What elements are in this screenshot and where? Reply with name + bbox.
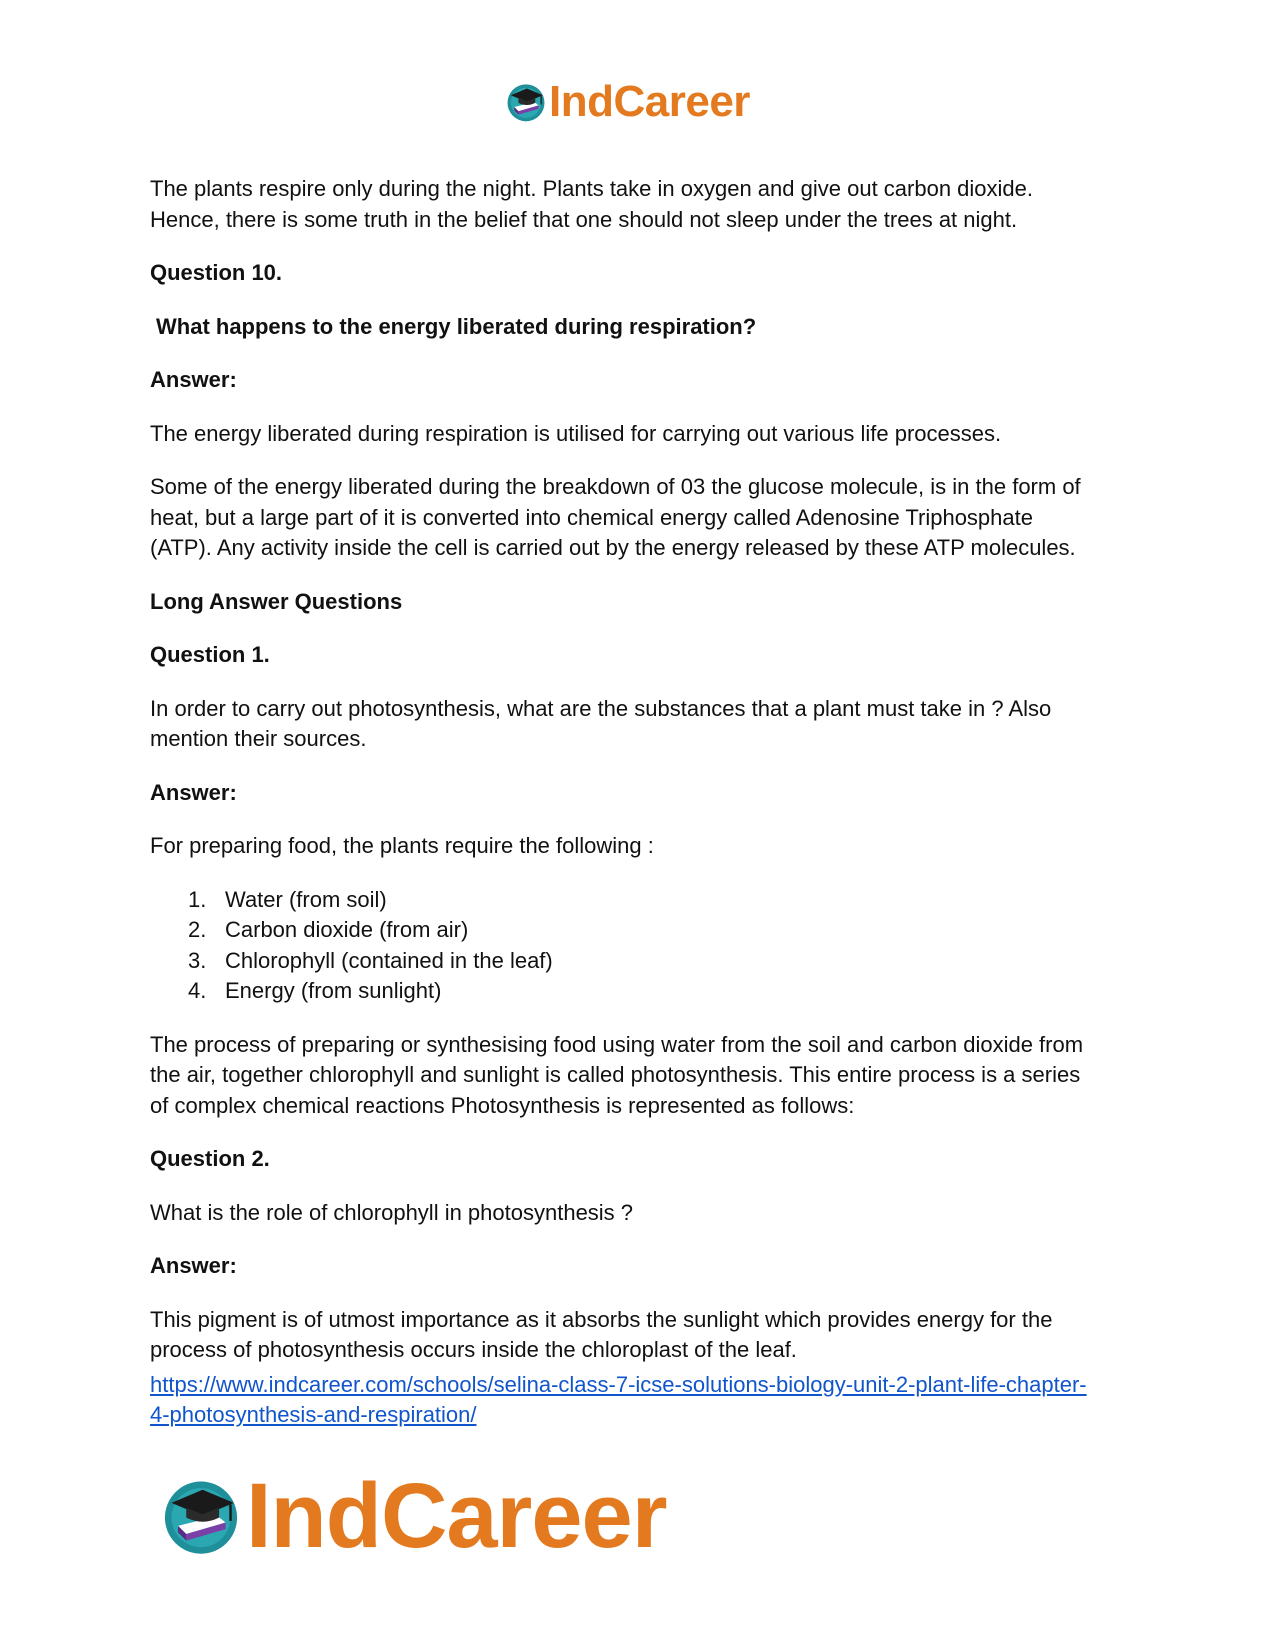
footer-logo bbox=[160, 1465, 667, 1567]
list-text: Energy (from sunlight) bbox=[225, 978, 442, 1003]
answer-line: heat, but a large part of it is converted into chemical energy called Adenosine Triphosphate bbox=[150, 504, 1033, 530]
question-10-label: Question 10. bbox=[150, 260, 283, 285]
intro-line: The plants respire only during the night. Plants take in oxygen and give out carbon dioxide. bbox=[150, 176, 1033, 201]
graduation-cap-book-icon bbox=[505, 81, 547, 123]
source-link-line: 4-photosynthesis-and-respiration/ bbox=[150, 1402, 477, 1427]
answer-label: Answer: bbox=[150, 367, 237, 392]
list-text: Water (from soil) bbox=[225, 886, 387, 912]
list-item bbox=[188, 885, 1130, 916]
list-number: 3. bbox=[188, 947, 207, 973]
document-body bbox=[150, 174, 1130, 1431]
list-text: Carbon dioxide (from air) bbox=[225, 917, 469, 942]
answer-label: Answer: bbox=[150, 1253, 237, 1278]
brand-name: IndCareer bbox=[246, 1465, 667, 1567]
intro-line: Hence, there is some truth in the belief that one should not sleep under the trees at night. bbox=[150, 206, 1018, 232]
list-number: 2. bbox=[188, 917, 207, 942]
section-heading: Long Answer Questions bbox=[150, 588, 403, 614]
graduation-cap-book-icon bbox=[160, 1475, 242, 1557]
list-text: Chlorophyll (contained in the leaf) bbox=[225, 947, 553, 973]
source-link-line: https://www.indcareer.com/schools/selina-class-7-icse-solutions-biology-unit-2-plant-life-chapter- bbox=[150, 1371, 1087, 1397]
header-logo bbox=[505, 77, 750, 126]
answer-line: of complex chemical reactions Photosynthesis is represented as follows: bbox=[150, 1092, 855, 1118]
list-item bbox=[188, 976, 1130, 1007]
list-item bbox=[188, 915, 1130, 946]
question-1-line: mention their sources. bbox=[150, 726, 367, 751]
question-2-label: Question 2. bbox=[150, 1146, 270, 1171]
answer-line: Some of the energy liberated during the breakdown of 03 the glucose molecule, is in the form of bbox=[150, 474, 1081, 499]
source-link[interactable] bbox=[150, 1370, 1130, 1431]
answer-line: The process of preparing or synthesising food using water from the soil and carbon dioxide from bbox=[150, 1031, 1084, 1057]
requirements-list bbox=[150, 885, 1130, 1007]
question-1-line: In order to carry out photosynthesis, what are the substances that a plant must take in ? Also bbox=[150, 695, 1052, 721]
question-10-text: What happens to the energy liberated during respiration? bbox=[156, 313, 757, 339]
list-number: 1. bbox=[188, 886, 207, 912]
answer-line: This pigment is of utmost importance as it absorbs the sunlight which provides energy for the bbox=[150, 1306, 1053, 1332]
answer-intro: For preparing food, the plants require the following : bbox=[150, 833, 654, 858]
answer-paragraph: The energy liberated during respiration is utilised for carrying out various life processes. bbox=[150, 420, 1002, 446]
question-2-text: What is the role of chlorophyll in photosynthesis ? bbox=[150, 1199, 634, 1225]
list-item bbox=[188, 946, 1130, 977]
question-1-label: Question 1. bbox=[150, 642, 270, 667]
list-number: 4. bbox=[188, 978, 207, 1003]
brand-name: IndCareer bbox=[549, 77, 750, 126]
answer-line: process of photosynthesis occurs inside the chloroplast of the leaf. bbox=[150, 1337, 797, 1362]
answer-line: the air, together chlorophyll and sunlight is called photosynthesis. This entire process is a series bbox=[150, 1062, 1081, 1087]
answer-line: (ATP). Any activity inside the cell is carried out by the energy released by these ATP molecules. bbox=[150, 535, 1076, 560]
answer-label: Answer: bbox=[150, 779, 237, 805]
